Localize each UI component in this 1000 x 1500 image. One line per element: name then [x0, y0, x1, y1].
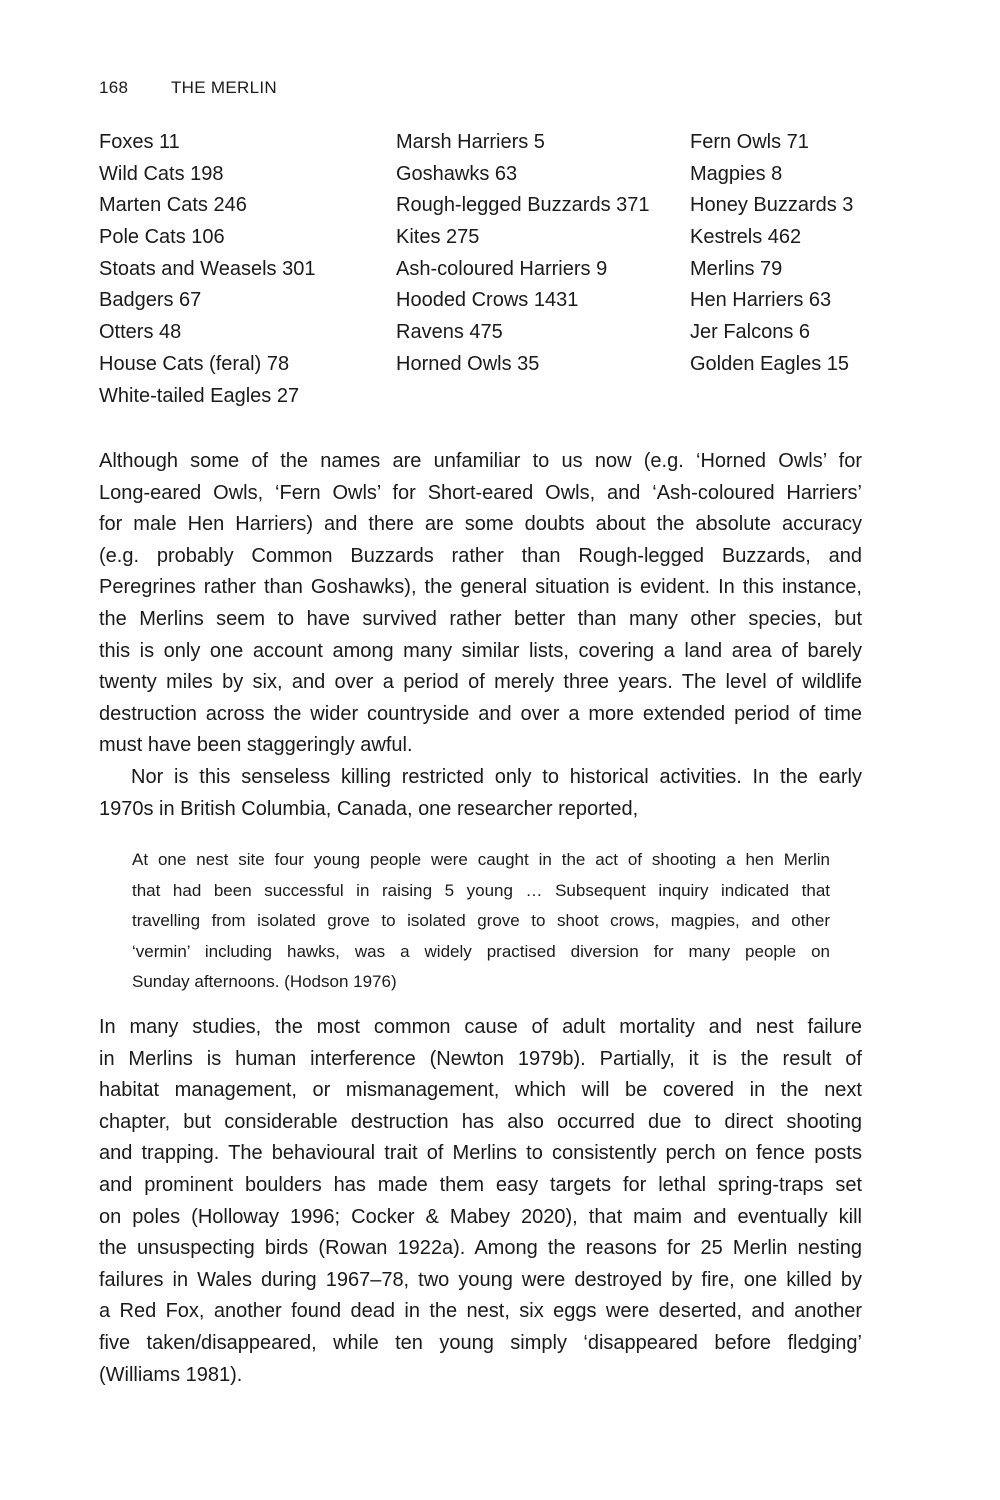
tally-entry: Otters 48 — [99, 321, 182, 344]
tally-entry: Pole Cats 106 — [99, 226, 225, 249]
quote-line: that had been successful in raising 5 young … Subsequent inquiry indicated that — [132, 880, 830, 900]
text-line: twenty miles by six, and over a period of merely three years. The level of wildlife — [99, 671, 862, 694]
tally-entry: Foxes 11 — [99, 131, 180, 153]
text-line: and prominent boulders has made them easy targets for lethal spring-traps set — [99, 1173, 862, 1196]
tally-entry: Hen Harriers 63 — [690, 289, 832, 312]
text-line: the Merlins seem to have survived rather better than many other species, but — [99, 607, 862, 630]
quote-line: At one nest site four young people were caught in the act of shooting a hen Merlin — [132, 850, 830, 869]
text-line: on poles (Holloway 1996; Cocker & Mabey 2020), that maim and eventually kill — [99, 1205, 862, 1228]
body-paragraph-2 — [99, 762, 862, 825]
tally-entry: Marsh Harriers 5 — [396, 131, 545, 153]
text-line: habitat management, or mismanagement, which will be covered in the next — [99, 1079, 862, 1102]
tally-entry: White-tailed Eagles 27 — [99, 384, 300, 407]
text-line: In many studies, the most common cause of adult mortality and nest failure — [99, 1016, 862, 1038]
text-line: chapter, but considerable destruction has also occurred due to direct shooting — [99, 1110, 862, 1133]
body-paragraph-1 — [99, 446, 862, 762]
text-line: a Red Fox, another found dead in the nest, six eggs were deserted, and another — [99, 1300, 862, 1323]
tally-entry: Horned Owls 35 — [396, 352, 540, 375]
text-line: this is only one account among many similar lists, covering a land area of barely — [99, 639, 862, 662]
text-line: 1970s in British Columbia, Canada, one researcher reported, — [99, 797, 639, 820]
text-line: for male Hen Harriers) and there are some doubts about the absolute accuracy — [99, 513, 862, 536]
tally-entry: Rough-legged Buzzards 371 — [396, 194, 650, 217]
tally-entry: Ash-coloured Harriers 9 — [396, 257, 608, 280]
text-line: five taken/disappeared, while ten young simply ‘disappeared before fledging’ — [99, 1331, 862, 1354]
text-line: Peregrines rather than Goshawks), the general situation is evident. In this instance, — [99, 576, 862, 599]
tally-entry: Marten Cats 246 — [99, 194, 247, 217]
page-number: 168 — [99, 78, 129, 97]
tally-entry: Ravens 475 — [396, 321, 503, 344]
text-line: in Merlins is human interference (Newton 1979b). Partially, it is the result of — [99, 1047, 862, 1070]
tally-column-2 — [396, 127, 650, 381]
quote-line: Sunday afternoons. (Hodson 1976) — [132, 972, 397, 992]
tally-entry: Fern Owls 71 — [690, 131, 809, 153]
tally-entry: Hooded Crows 1431 — [396, 289, 579, 312]
quote-line: ‘vermin’ including hawks, was a widely practised diversion for many people on — [132, 941, 830, 961]
tally-entry: Jer Falcons 6 — [690, 321, 811, 344]
tally-entry: Merlins 79 — [690, 257, 783, 280]
tally-entry: Magpies 8 — [690, 162, 783, 185]
tally-entry: Honey Buzzards 3 — [690, 194, 854, 217]
text-line: destruction across the wider countryside and over a more extended period of time — [99, 702, 862, 725]
tally-column-1 — [99, 127, 315, 412]
body-paragraph-3 — [99, 1012, 862, 1391]
text-line: must have been staggeringly awful. — [99, 734, 413, 757]
text-line: the unsuspecting birds (Rowan 1922a). Among the reasons for 25 Merlin nesting — [99, 1237, 862, 1260]
text-line: Although some of the names are unfamiliar to us now (e.g. ‘Horned Owls’ for — [99, 450, 862, 472]
tally-entry: Kestrels 462 — [690, 226, 802, 249]
text-line: and trapping. The behavioural trait of Merlins to consistently perch on fence posts — [99, 1142, 862, 1165]
quote-line: travelling from isolated grove to isolated grove to shoot crows, magpies, and other — [132, 911, 830, 931]
running-title: THE MERLIN — [171, 78, 277, 97]
tally-entry: Stoats and Weasels 301 — [99, 257, 316, 280]
tally-column-3 — [690, 127, 853, 381]
text-line: Long-eared Owls, ‘Fern Owls’ for Short-eared Owls, and ‘Ash-coloured Harriers’ — [99, 481, 862, 504]
tally-entry: Golden Eagles 15 — [690, 352, 850, 375]
tally-entry: Badgers 67 — [99, 289, 202, 312]
block-quote — [132, 845, 830, 998]
text-line: (e.g. probably Common Buzzards rather than Rough-legged Buzzards, and — [99, 544, 862, 567]
text-line: Nor is this senseless killing restricted only to historical activities. In the early — [131, 766, 862, 788]
tally-entry: Kites 275 — [396, 226, 480, 249]
tally-entry: Goshawks 63 — [396, 162, 518, 185]
text-line: (Williams 1981). — [99, 1363, 243, 1386]
tally-entry: House Cats (feral) 78 — [99, 352, 290, 375]
text-line: failures in Wales during 1967–78, two young were destroyed by fire, one killed by — [99, 1268, 862, 1291]
tally-entry: Wild Cats 198 — [99, 162, 224, 185]
running-head — [99, 78, 277, 98]
